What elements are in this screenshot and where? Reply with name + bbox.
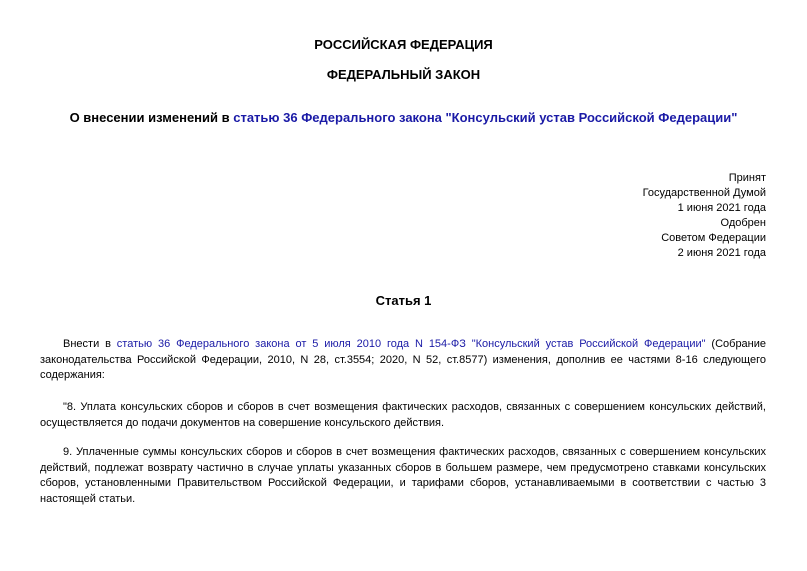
intro-suffix: (Собрание законодательства Российской Федерации, 2010, N 28, ст.3554; 2020, N 52, ст.8577) изменения, дополнив ее частями 8-16 следующего содержания: <box>40 338 767 381</box>
paragraph-part-9: 9. Уплаченные суммы консульских сборов и сборов в счет возмещения фактических расходов, связанных с совершением консульских действий, подлежат возврату частично в случае уплаты указанных сборов в большем размере, чем предусмотрено ставками консульских сборов, установленными Правительством Российской Федерации, и тарифами сборов, устанавливаемыми в соответствии с частью 3 настоящей статьи. <box>40 446 766 505</box>
intro-law-link[interactable]: статью 36 Федерального закона от 5 июля 2010 года N 154-ФЗ "Консульский устав Российской Федерации" <box>116 338 706 350</box>
adoption-line-approved: Одобрен <box>720 217 766 229</box>
adoption-line-council: Советом Федерации <box>661 232 766 244</box>
law-title <box>0 110 807 126</box>
law-title-link[interactable]: статью 36 Федерального закона "Консульский устав Российской Федерации" <box>233 110 738 125</box>
adoption-line-duma: Государственной Думой <box>642 187 766 199</box>
adoption-block <box>643 171 766 261</box>
document-type-heading: ФЕДЕРАЛЬНЫЙ ЗАКОН <box>326 67 481 82</box>
paragraph-part-8: "8. Уплата консульских сборов и сборов в счет возмещения фактических расходов, связанных с совершением консульских действий, осуществляется до подачи документов на совершение консульского действия. <box>40 401 766 429</box>
adoption-line-duma-date: 1 июня 2021 года <box>677 202 766 214</box>
article-intro-paragraph <box>40 337 766 384</box>
adoption-line-adopted: Принят <box>728 172 766 184</box>
country-heading: РОССИЙСКАЯ ФЕДЕРАЦИЯ <box>314 37 493 52</box>
adoption-line-council-date: 2 июня 2021 года <box>677 247 766 259</box>
article-title: Статья 1 <box>375 293 432 308</box>
intro-prefix: Внести в <box>63 338 117 350</box>
law-title-prefix: О внесении изменений в <box>69 110 234 125</box>
